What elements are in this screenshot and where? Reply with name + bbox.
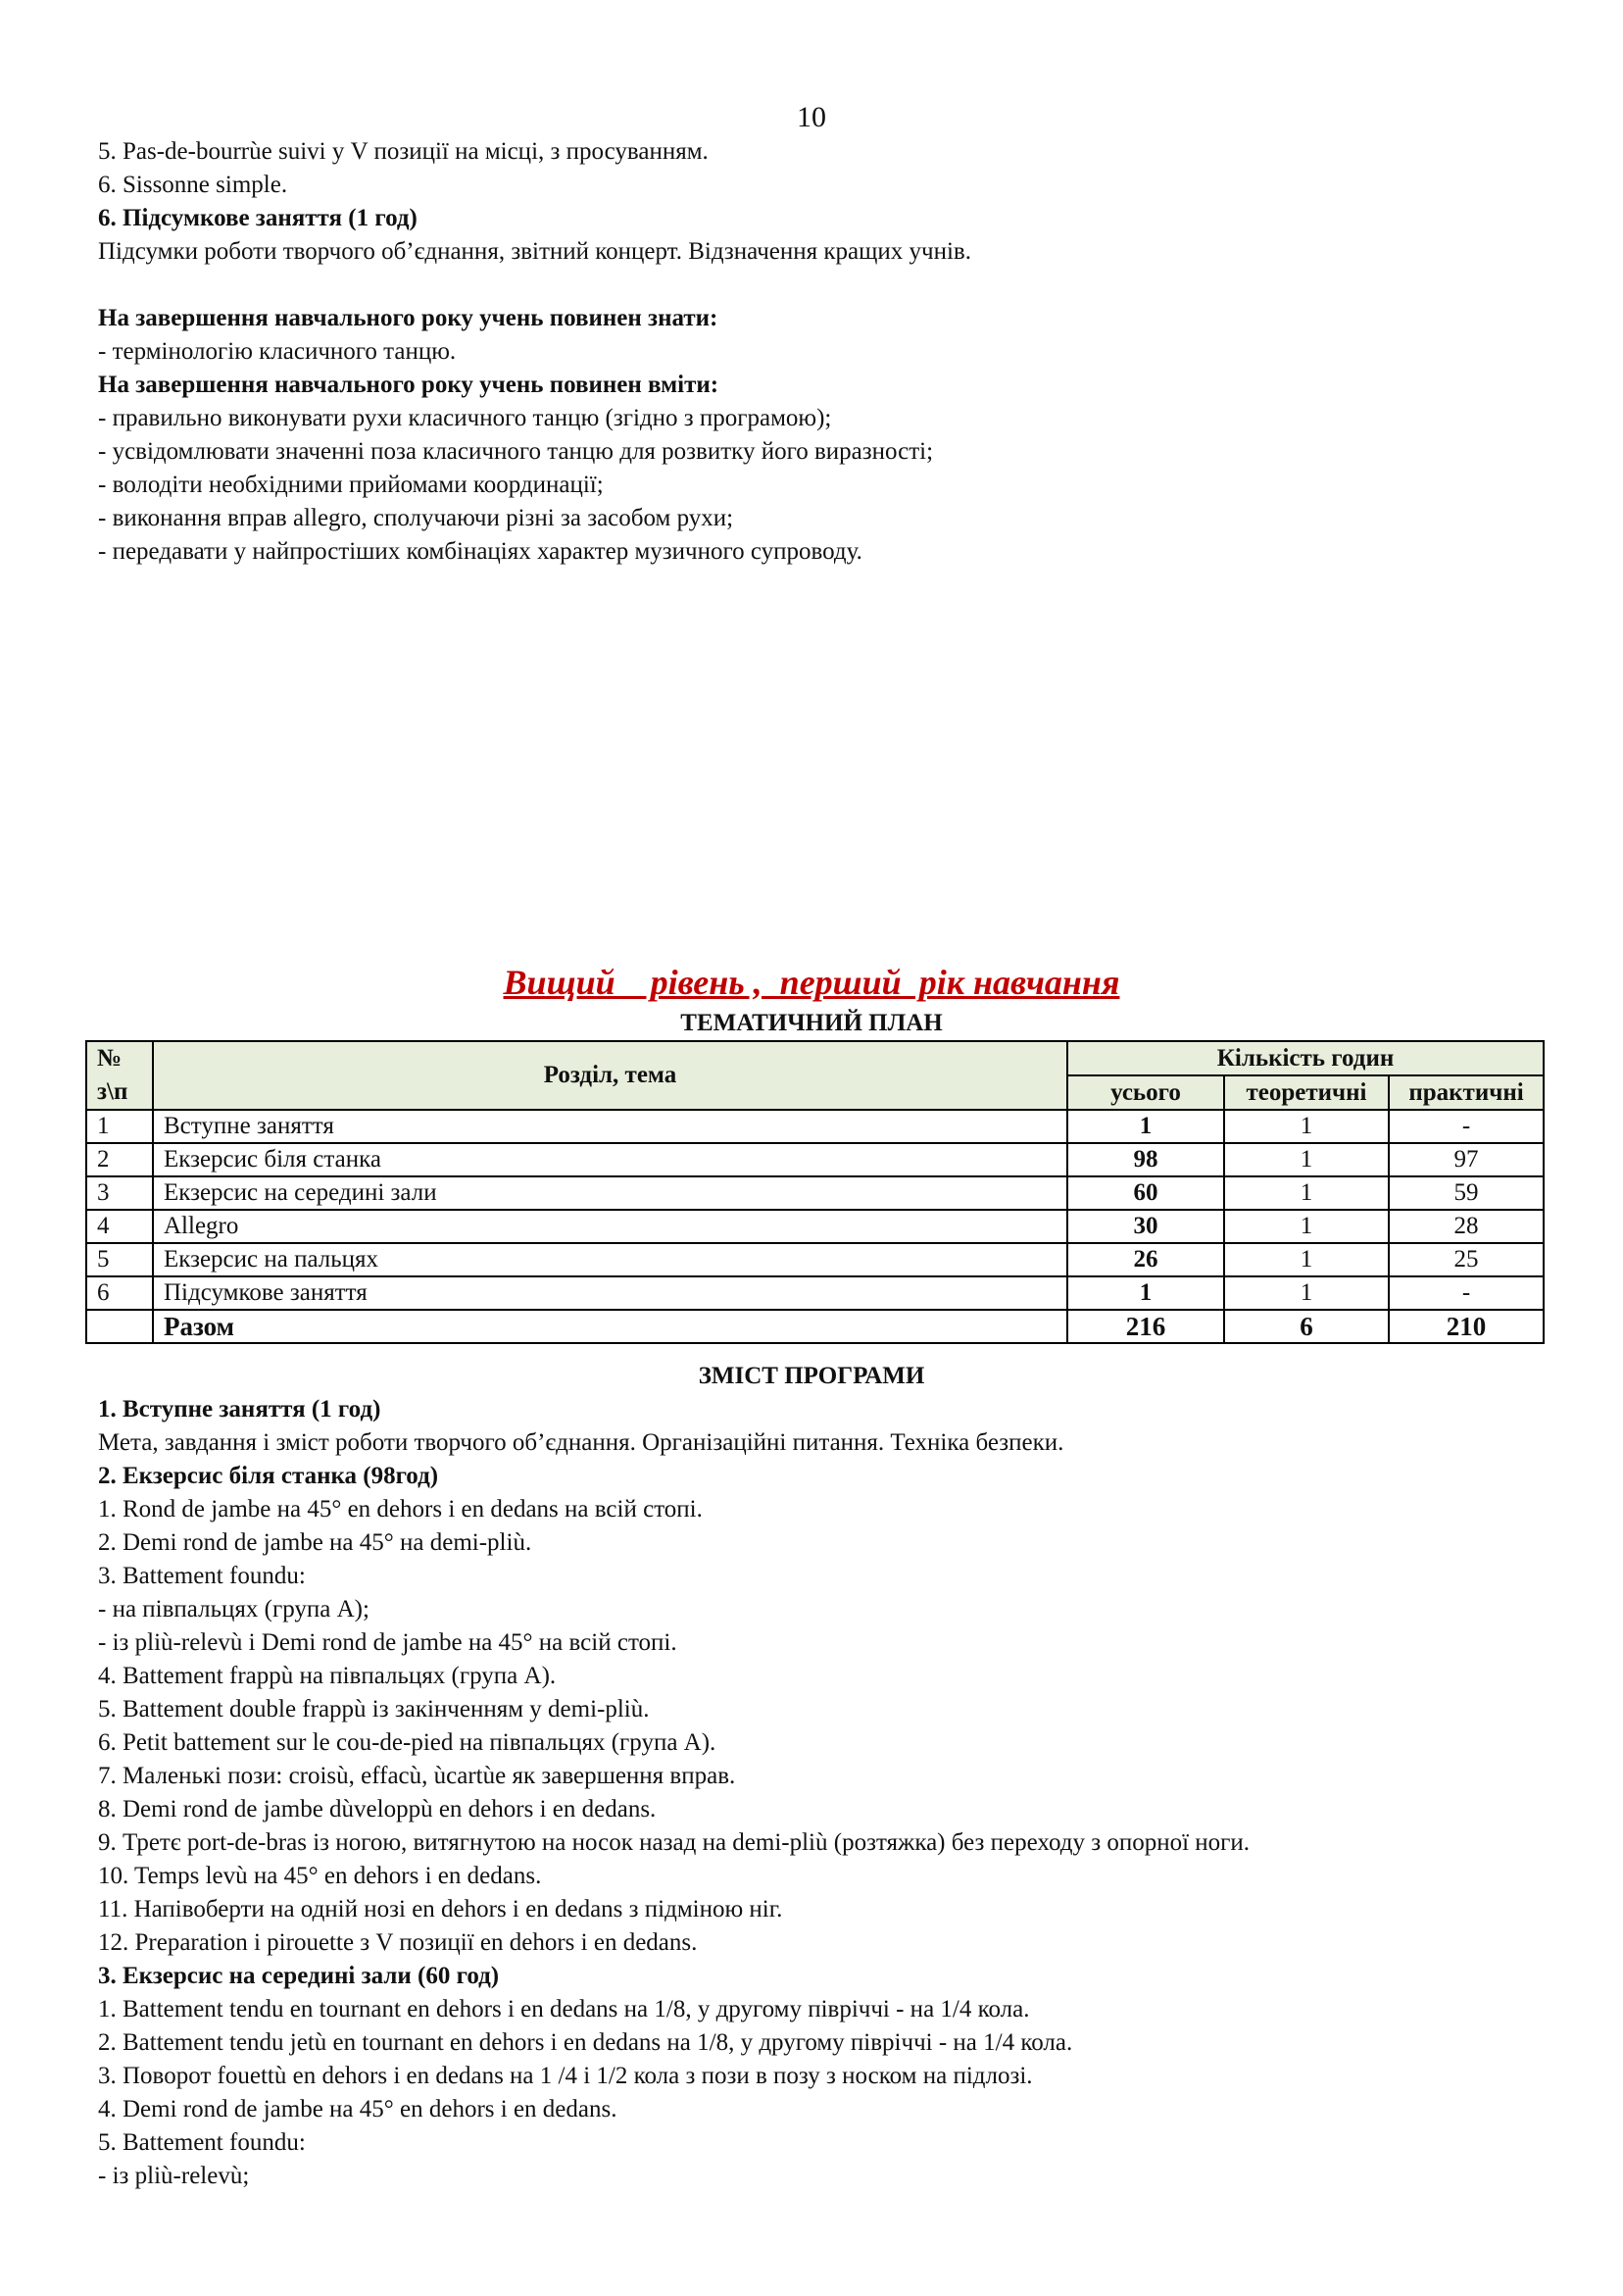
text-line: 5. Battement foundu: <box>98 2129 306 2156</box>
text-line: 3. Battement foundu: <box>98 1563 306 1589</box>
total-theory: 6 <box>1224 1310 1389 1343</box>
row-theory: 1 <box>1224 1143 1389 1176</box>
table-row <box>86 1210 1544 1243</box>
text-line: 4. Demi rond de jambe на 45° en dehors і en dedans. <box>98 2096 617 2122</box>
text-line: 7. Маленькі пози: croisù, effacù, ùcartùe як завершення вправ. <box>98 1763 736 1789</box>
text-line: 2. Battement tendu jetù en tournant en dehors і en dedans на 1/8, у другому півріччі - на 1/4 кола. <box>98 2029 1073 2056</box>
row-number: 3 <box>86 1176 153 1210</box>
row-topic: Allegro <box>153 1210 1067 1243</box>
text-line: Мета, завдання і зміст роботи творчого об’єднання. Організаційні питання. Техніка безпеки. <box>98 1429 1064 1456</box>
section-heading: 6. Підсумкове заняття (1 год) <box>98 205 418 231</box>
text-line: 9. Третє port-de-bras із ногою, витягнутою на носок назад на demi-pliù (розтяжка) без переходу з опорної ноги. <box>98 1829 1251 1856</box>
header-total: усього <box>1067 1075 1224 1110</box>
table-row <box>86 1243 1544 1276</box>
text-line: 3. Поворот fouettù en dehors і en dedans на 1 /4 і 1/2 кола з пози в позу з носком на підлозі. <box>98 2063 1033 2089</box>
total-hours: 216 <box>1067 1310 1224 1343</box>
table-row <box>86 1110 1544 1143</box>
level-title: Вищий рівень , перший рік навчання <box>503 963 1120 1002</box>
text-line: - усвідомлювати значенні поза класичного танцю для розвитку його виразності; <box>98 438 934 465</box>
text-line: - із pliù-relevù і Demi rond de jambe на 45° на всій стопі. <box>98 1629 677 1656</box>
row-topic: Екзерсис біля станка <box>153 1143 1067 1176</box>
header-hours: Кількість годин <box>1067 1041 1544 1075</box>
content-title: ЗМІСТ ПРОГРАМИ <box>698 1363 925 1389</box>
text-line: 11. Напівоберти на одній нозі en dehors і en dedans з підміною ніг. <box>98 1896 783 1922</box>
plan-title: ТЕМАТИЧНИЙ ПЛАН <box>680 1010 943 1036</box>
row-total: 26 <box>1067 1243 1224 1276</box>
text-line: 5. Battement double frappù із закінченням у demi-pliù. <box>98 1696 650 1722</box>
row-practice: - <box>1389 1110 1544 1143</box>
table-row <box>86 1143 1544 1176</box>
section-heading: На завершення навчального року учень повинен вміти: <box>98 372 719 398</box>
row-number: 6 <box>86 1276 153 1310</box>
section-heading: 1. Вступне заняття (1 год) <box>98 1396 381 1423</box>
table-total-row <box>86 1310 1544 1343</box>
text-line: 4. Battement frappù на півпальцях (група А). <box>98 1663 557 1689</box>
row-practice: 28 <box>1389 1210 1544 1243</box>
text-line: 1. Battement tendu en tournant en dehors і en dedans на 1/8, у другому півріччі - на 1/4 кола. <box>98 1996 1030 2022</box>
text-line: 1. Rond de jambe на 45° en dehors і en dedans на всій стопі. <box>98 1496 703 1522</box>
text-line: 6. Sissonne simple. <box>98 172 288 198</box>
header-topic: Розділ, тема <box>153 1041 1067 1110</box>
section-heading: 2. Екзерсис біля станка (98год) <box>98 1463 439 1489</box>
row-total: 30 <box>1067 1210 1224 1243</box>
row-topic: Екзерсис на середині зали <box>153 1176 1067 1210</box>
thematic-plan-table <box>85 1040 1545 1344</box>
row-total: 98 <box>1067 1143 1224 1176</box>
text-line: - із pliù-relevù; <box>98 2163 250 2189</box>
row-total: 60 <box>1067 1176 1224 1210</box>
section-heading: На завершення навчального року учень повинен знати: <box>98 305 718 331</box>
table-row <box>86 1276 1544 1310</box>
text-line: - на півпальцях (група А); <box>98 1596 369 1622</box>
row-number: 1 <box>86 1110 153 1143</box>
text-line: - правильно виконувати рухи класичного танцю (згідно з програмою); <box>98 405 832 431</box>
section-heading: 3. Екзерсис на середині зали (60 год) <box>98 1963 500 1989</box>
text-line: 12. Preparation і pirouette з V позиції en dehors і en dedans. <box>98 1929 698 1956</box>
row-total: 1 <box>1067 1110 1224 1143</box>
row-topic: Екзерсис на пальцях <box>153 1243 1067 1276</box>
text-line: - виконання вправ allegro, сполучаючи різні за засобом рухи; <box>98 505 734 531</box>
row-practice: 25 <box>1389 1243 1544 1276</box>
text-line: 6. Petit battement sur le cou-de-pied на півпальцях (група А). <box>98 1729 716 1756</box>
row-practice: 59 <box>1389 1176 1544 1210</box>
row-theory: 1 <box>1224 1176 1389 1210</box>
text-line: - термінологію класичного танцю. <box>98 338 457 365</box>
row-theory: 1 <box>1224 1210 1389 1243</box>
text-line: 5. Pas-de-bourrùe suivi у V позиції на місці, з просуванням. <box>98 138 709 165</box>
row-number: 4 <box>86 1210 153 1243</box>
header-theory: теоретичні <box>1224 1075 1389 1110</box>
total-practice: 210 <box>1389 1310 1544 1343</box>
page-number: 10 <box>797 101 826 133</box>
total-empty-cell <box>86 1310 153 1343</box>
text-line: - передавати у найпростіших комбінаціях характер музичного супроводу. <box>98 538 862 565</box>
text-line: 10. Temps levù на 45° en dehors і en dedans. <box>98 1863 542 1889</box>
row-theory: 1 <box>1224 1110 1389 1143</box>
text-line: - володіти необхідними прийомами координації; <box>98 472 604 498</box>
row-topic: Підсумкове заняття <box>153 1276 1067 1310</box>
row-topic: Вступне заняття <box>153 1110 1067 1143</box>
row-theory: 1 <box>1224 1276 1389 1310</box>
text-line: Підсумки роботи творчого об’єднання, звітний концерт. Відзначення кращих учнів. <box>98 238 971 265</box>
text-line: 8. Demi rond de jambe dùveloppù en dehors і en dedans. <box>98 1796 657 1822</box>
table-row <box>86 1176 1544 1210</box>
row-practice: 97 <box>1389 1143 1544 1176</box>
row-theory: 1 <box>1224 1243 1389 1276</box>
total-label: Разом <box>153 1310 1067 1343</box>
header-practice: практичні <box>1389 1075 1544 1110</box>
text-line: 2. Demi rond de jambe на 45° на demi-pliù. <box>98 1529 532 1556</box>
row-practice: - <box>1389 1276 1544 1310</box>
header-number: № з\п <box>86 1041 153 1110</box>
row-number: 5 <box>86 1243 153 1276</box>
row-total: 1 <box>1067 1276 1224 1310</box>
row-number: 2 <box>86 1143 153 1176</box>
